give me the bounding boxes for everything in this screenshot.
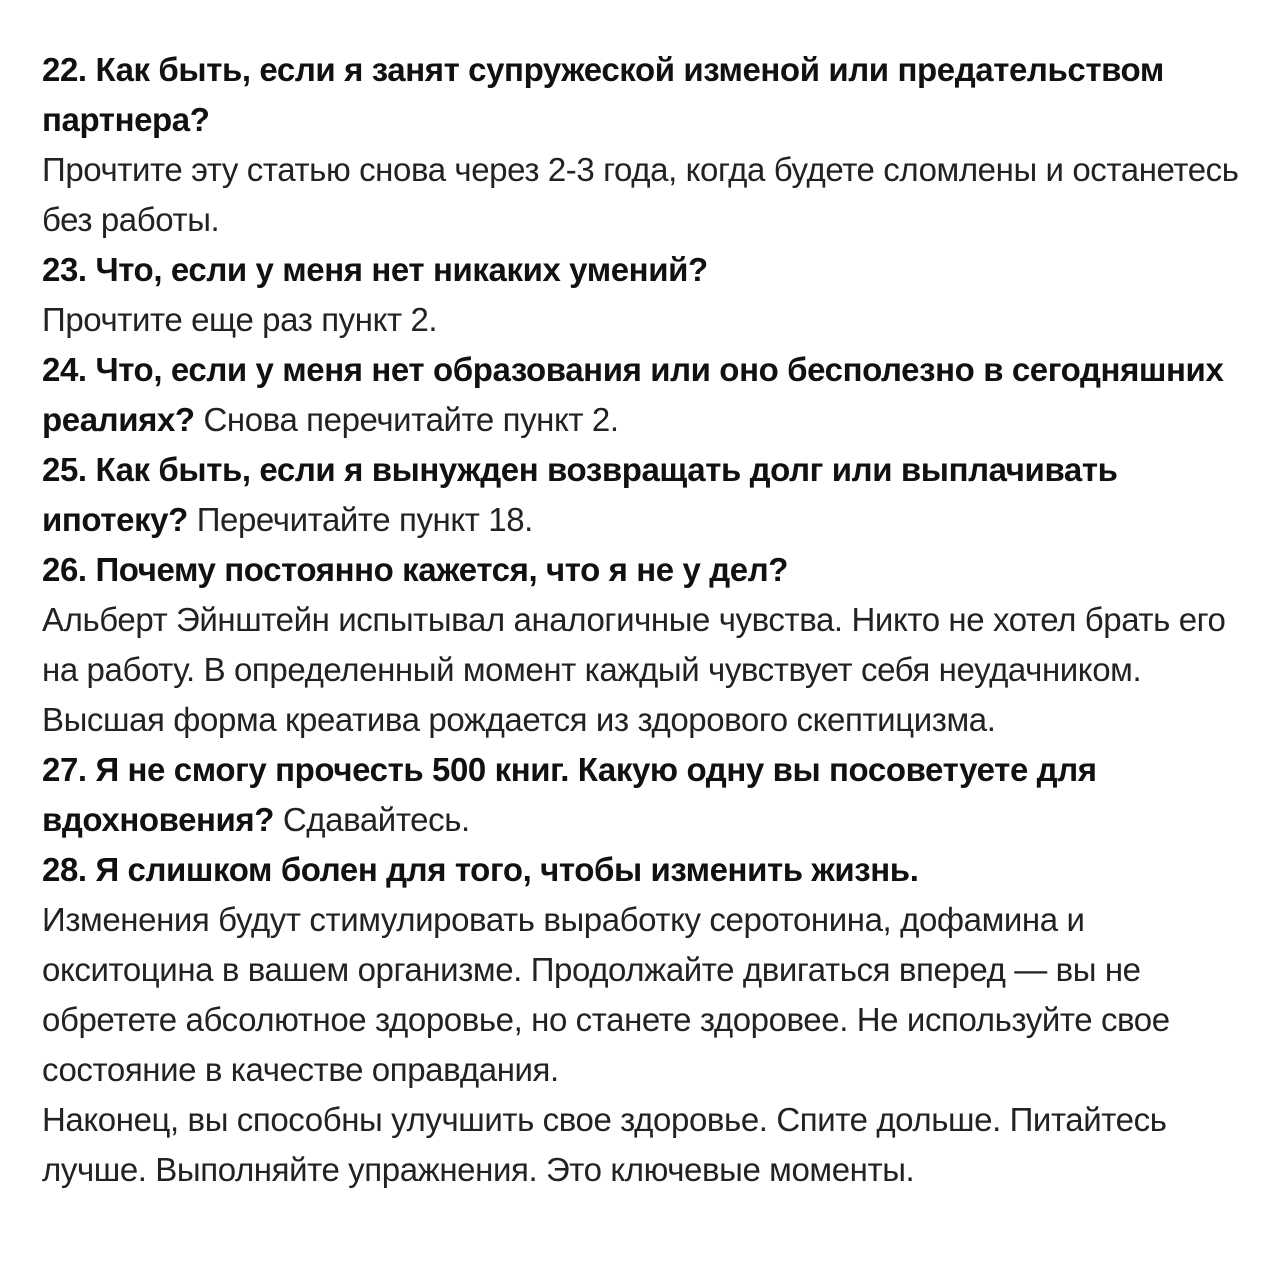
answer-24: Снова перечитайте пункт 2.	[203, 401, 619, 438]
faq-item-27	[42, 745, 1252, 845]
question-22: 22. Как быть, если я занят супружеской изменой или предательством партнера?	[42, 51, 1164, 138]
answer-22: Прочтите эту статью снова через 2-3 года, когда будете сломлены и останетесь без работы.	[42, 151, 1239, 238]
question-23: 23. Что, если у меня нет никаких умений?	[42, 251, 708, 288]
faq-item-24	[42, 345, 1252, 445]
answer-27: Сдавайтесь.	[282, 801, 470, 838]
faq-item-23-answer	[42, 295, 1252, 345]
faq-item-26-question	[42, 545, 1252, 595]
faq-item-26-answer	[42, 595, 1252, 745]
faq-item-22-question	[42, 45, 1252, 145]
faq-item-28-answer-continued	[42, 1095, 1252, 1195]
question-27: 27. Я не смогу прочесть 500 книг. Какую одну вы посоветуете для вдохновения?	[42, 751, 1097, 838]
faq-item-28-question	[42, 845, 1252, 895]
faq-item-22-answer	[42, 145, 1252, 245]
faq-item-25	[42, 445, 1252, 545]
answer-23: Прочтите еще раз пункт 2.	[42, 301, 438, 338]
answer-28: Изменения будут стимулировать выработку серотонина, дофамина и окситоцина в вашем организме. Продолжайте двигаться вперед — вы не обретете абсолютное здоровье, но станете здоровее. Не используйте свое состояние в качестве оправдания.	[42, 901, 1170, 1088]
answer-28-continued: Наконец, вы способны улучшить свое здоровье. Спите дольше. Питайтесь лучше. Выполняйте упражнения. Это ключевые моменты.	[42, 1101, 1167, 1188]
question-25: 25. Как быть, если я вынужден возвращать долг или выплачивать ипотеку?	[42, 451, 1118, 538]
faq-document	[42, 45, 1252, 1195]
question-26: 26. Почему постоянно кажется, что я не у дел?	[42, 551, 789, 588]
faq-item-28-answer	[42, 895, 1252, 1095]
faq-item-23-question	[42, 245, 1252, 295]
question-28: 28. Я слишком болен для того, чтобы изменить жизнь.	[42, 851, 919, 888]
answer-26: Альберт Эйнштейн испытывал аналогичные чувства. Никто не хотел брать его на работу. В определенный момент каждый чувствует себя неудачником. Высшая форма креатива рождается из здорового скептицизма.	[42, 601, 1226, 738]
question-24: 24. Что, если у меня нет образования или оно бесполезно в сегодняшних реалиях?	[42, 351, 1224, 438]
answer-25: Перечитайте пункт 18.	[196, 501, 533, 538]
